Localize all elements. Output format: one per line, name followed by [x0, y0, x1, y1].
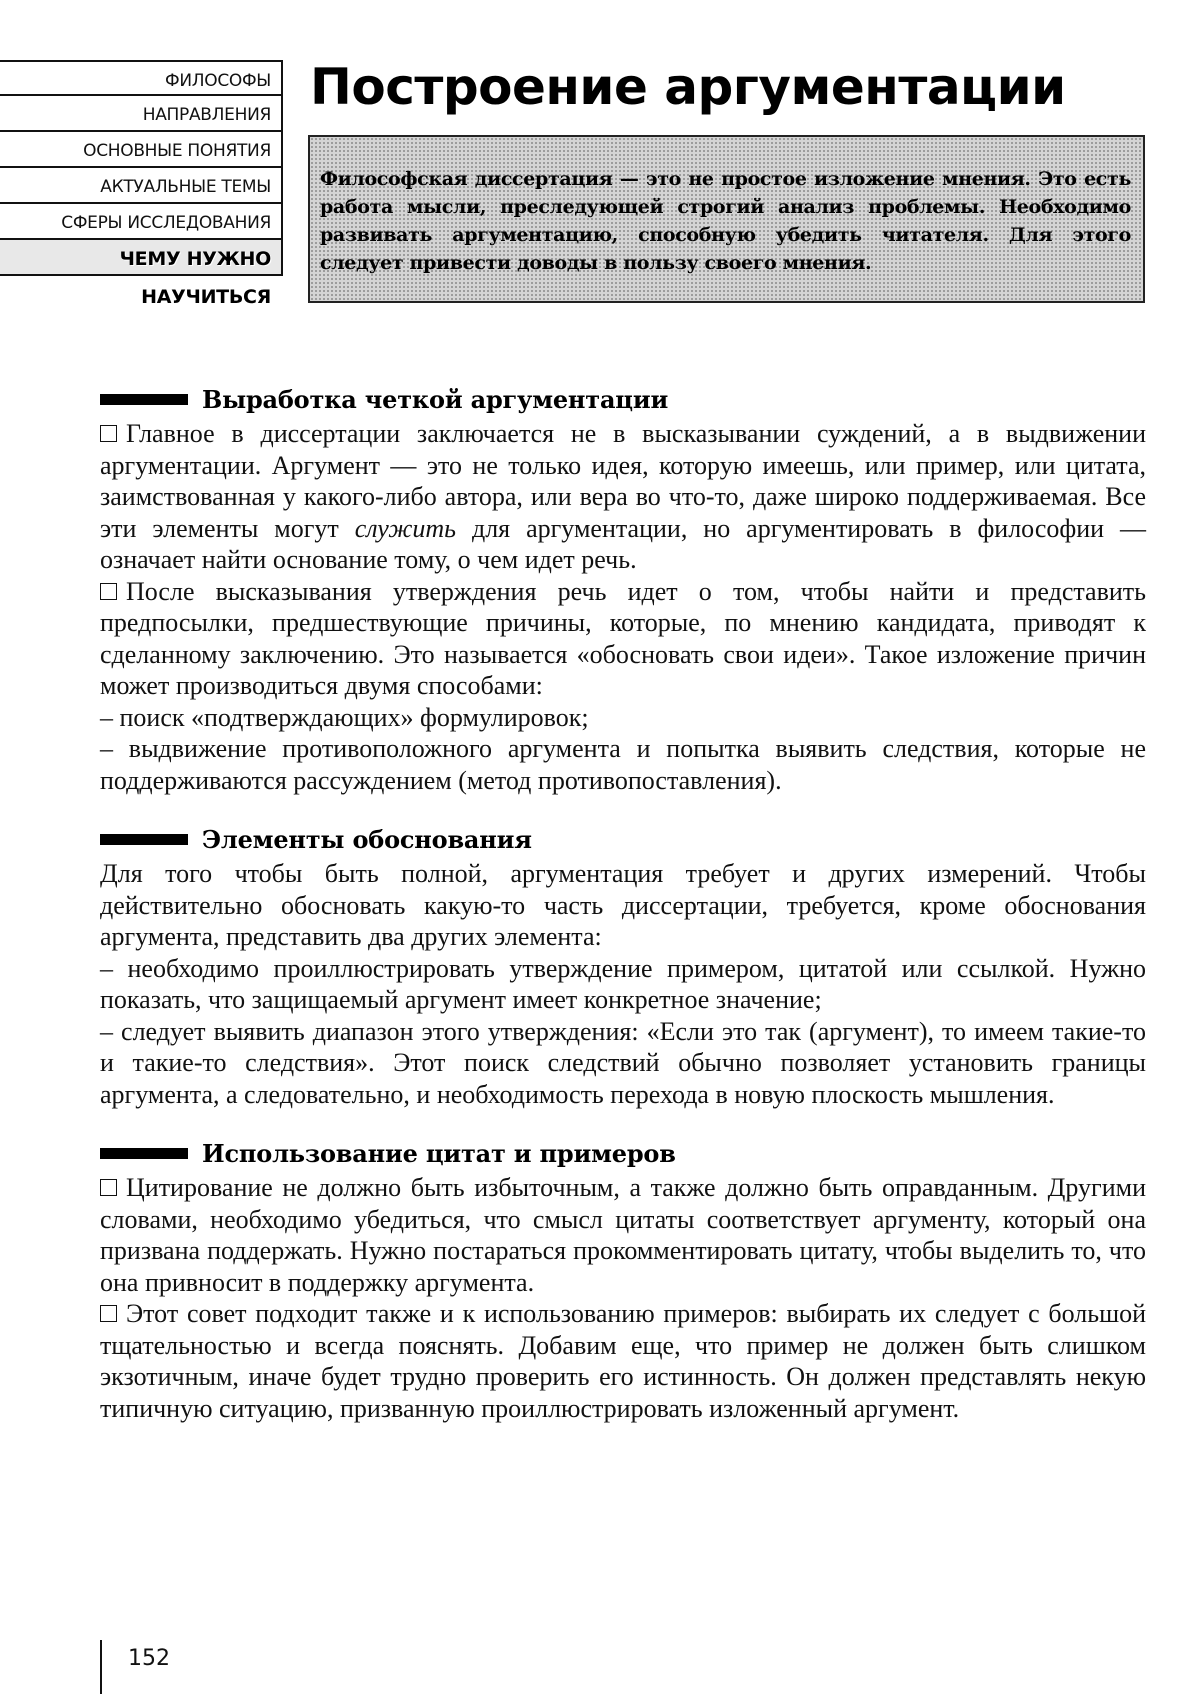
- section-heading: [100, 1136, 1146, 1170]
- paragraph: [100, 418, 1146, 576]
- heading-bar-icon: [100, 1148, 188, 1159]
- intro-box: [308, 135, 1145, 303]
- nav-item-philosophers: ФИЛОСОФЫ: [0, 60, 283, 96]
- section-heading: [100, 382, 1146, 416]
- list-item: – необходимо проиллюстрировать утверждение примером, цитатой или ссылкой. Нужно показать, что защищаемый аргумент имеет конкретное значение;: [100, 953, 1146, 1014]
- checkbox-square-icon: [100, 425, 117, 442]
- paragraph-text: После высказывания утверждения речь идет о том, чтобы найти и представить предпосылки, предшествующие причины, которые, по мнению кандидата, приводят к сделанному заключению. Это называется «обосновать свои идеи». Такое изложение причин может производиться двумя способами:: [100, 576, 1146, 700]
- emphasis-text: служить: [354, 513, 456, 543]
- chapter-nav: [0, 60, 283, 308]
- page-title: Построение аргументации: [310, 58, 1066, 116]
- nav-item-basic-concepts: ОСНОВНЫЕ ПОНЯТИЯ: [0, 132, 283, 168]
- section-title: Использование цитат и примеров: [202, 1138, 676, 1168]
- section-title: Элементы обоснования: [202, 824, 532, 854]
- paragraph: [100, 576, 1146, 702]
- main-content: [100, 382, 1146, 1450]
- paragraph: Для того чтобы быть полной, аргументация требует и других измерений. Чтобы действительно обосновать какую-то часть диссертации, требуется, кроме обоснования аргумента, представить два других элемента:: [100, 859, 1146, 951]
- list-item: – поиск «подтверждающих» формулировок;: [100, 702, 589, 732]
- paragraph: [100, 1172, 1146, 1298]
- paragraph-text: для аргументации, но аргументировать в философии — означает найти основание тому, о чем идет речь.: [100, 513, 1147, 574]
- section-clear-argumentation: [100, 382, 1146, 796]
- section-justification-elements: [100, 822, 1146, 1110]
- intro-text: Философская диссертация — это не простое изложение мнения. Это есть работа мысли, преследующей строгий анализ проблемы. Необходимо развивать аргументацию, способную убедить читателя. Для этого следует привести доводы в пользу своего мнения.: [320, 168, 1131, 274]
- paragraph: [100, 1298, 1146, 1424]
- nav-item-current-topics: АКТУАЛЬНЫЕ ТЕМЫ: [0, 168, 283, 204]
- list-item: – выдвижение противоположного аргумента и попытка выявить следствия, которые не поддерживаются рассуждением (метод противопоставления).: [100, 734, 1146, 795]
- page-number: 152: [128, 1646, 170, 1671]
- paragraph-text: Главное в диссертации заключается не в высказывании суждений, а в выдвижении аргументации. Аргумент — это не только идея, которую имеешь, или пример, или цитата, заимствованная у какого-либо автора, или вера во что-то, даже широко поддерживаемая. Все эти элементы могут: [100, 419, 1146, 543]
- nav-item-what-to-learn: ЧЕМУ НУЖНО НАУЧИТЬСЯ: [0, 240, 283, 276]
- section-quotes-and-examples: [100, 1136, 1146, 1424]
- list-item: – следует выявить диапазон этого утверждения: «Если это так (аргумент), то имеем такие-то и такие-то следствия». Этот поиск следствий обычно позволяет установить границы аргумента, а следовательно, и необходимость перехода в новую плоскость мышления.: [100, 1016, 1146, 1109]
- checkbox-square-icon: [100, 1179, 117, 1196]
- nav-item-directions: НАПРАВЛЕНИЯ: [0, 96, 283, 132]
- checkbox-square-icon: [100, 583, 117, 600]
- heading-bar-icon: [100, 834, 188, 845]
- paragraph-text: Цитирование не должно быть избыточным, а также должно быть оправданным. Другими словами, необходимо убедиться, что смысл цитаты соответствует аргументу, который она призвана поддержать. Нужно постараться прокомментировать цитату, чтобы выделить то, что она привносит в поддержку аргумента.: [100, 1173, 1146, 1297]
- heading-bar-icon: [100, 394, 188, 405]
- nav-item-research-areas: СФЕРЫ ИССЛЕДОВАНИЯ: [0, 204, 283, 240]
- section-title: Выработка четкой аргументации: [202, 384, 669, 414]
- page-number-rule: [100, 1640, 102, 1694]
- checkbox-square-icon: [100, 1305, 117, 1322]
- section-heading: [100, 822, 1146, 856]
- paragraph-text: Этот совет подходит также и к использованию примеров: выбирать их следует с большой тщательностью и всегда пояснять. Добавим еще, что пример не должен быть слишком экзотичным, иначе будет трудно проверить его истинность. Он должен представлять некую типичную ситуацию, призванную проиллюстрировать изложенный аргумент.: [100, 1299, 1146, 1423]
